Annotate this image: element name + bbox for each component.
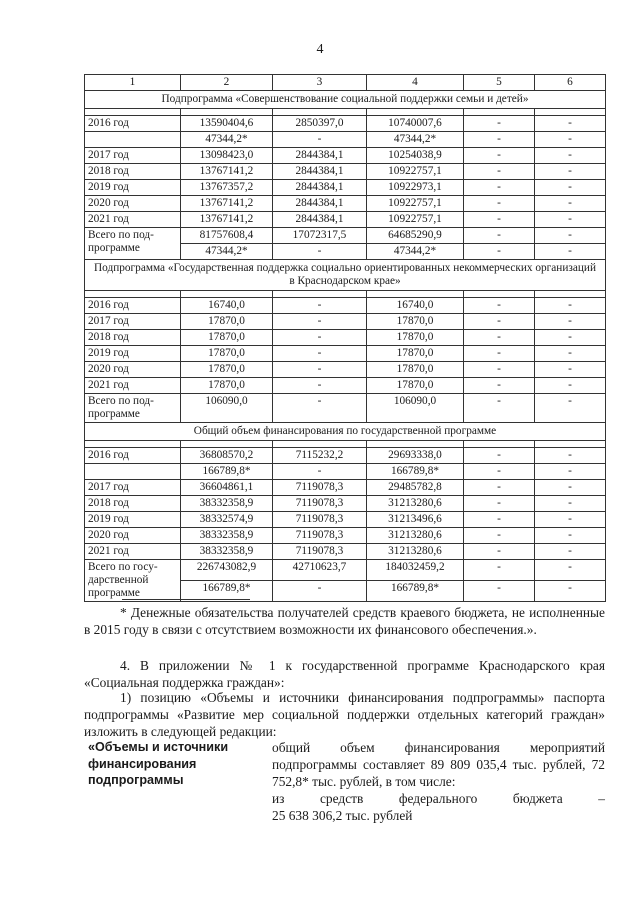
table-row xyxy=(85,116,606,132)
value-cell: 47344,2* xyxy=(181,132,273,148)
spacer-cell xyxy=(464,109,535,116)
value-cell: 7119078,3 xyxy=(273,512,367,528)
value-cell: 7119078,3 xyxy=(273,528,367,544)
column-header: 5 xyxy=(464,75,535,91)
value-cell: - xyxy=(464,298,535,314)
section-title-row xyxy=(85,260,606,291)
spacer-cell xyxy=(535,291,606,298)
total-value: 106090,0 xyxy=(181,394,273,423)
paragraph-4: 4. В приложении № 1 к государственной программе Краснодарского края «Социальная поддержка граждан»: xyxy=(84,658,605,690)
column-header: 6 xyxy=(535,75,606,91)
year-cell: 2017 год xyxy=(85,148,181,164)
passport-federal-amount: 25 638 306,2 тыс. рублей xyxy=(272,808,413,823)
table-row xyxy=(85,480,606,496)
total-label-line: Всего по под- xyxy=(88,395,154,407)
value-cell: 10922973,1 xyxy=(367,180,464,196)
spacer-row xyxy=(85,109,606,116)
value-cell: 31213280,6 xyxy=(367,528,464,544)
total-label-line: программе xyxy=(88,587,140,599)
value-cell: 17870,0 xyxy=(367,378,464,394)
passport-total-text: общий объем финансирования мероприятий подпрограммы составляет 89 809 035,4 тыс. рублей, 72 752,8* тыс. рублей, в том числе: xyxy=(272,740,605,789)
value-cell: - xyxy=(464,164,535,180)
table-header-row xyxy=(85,75,606,91)
year-cell: 2017 год xyxy=(85,480,181,496)
table-row xyxy=(85,180,606,196)
value-cell: - xyxy=(535,164,606,180)
total-row xyxy=(85,394,606,423)
spacer-cell xyxy=(464,441,535,448)
year-cell: 2019 год xyxy=(85,180,181,196)
value-cell: - xyxy=(535,196,606,212)
value-cell: - xyxy=(535,314,606,330)
value-cell: 47344,2* xyxy=(367,132,464,148)
year-cell: 2019 год xyxy=(85,346,181,362)
value-cell: 36808570,2 xyxy=(181,448,273,464)
table-row xyxy=(85,164,606,180)
value-cell: 10922757,1 xyxy=(367,212,464,228)
spacer-row xyxy=(85,441,606,448)
value-cell: 166789,8* xyxy=(367,464,464,480)
total-value: - xyxy=(535,560,606,581)
total-label xyxy=(85,394,181,423)
value-cell: - xyxy=(464,480,535,496)
value-cell: - xyxy=(464,496,535,512)
total-value: - xyxy=(464,560,535,581)
table-row xyxy=(85,148,606,164)
value-cell: - xyxy=(273,464,367,480)
total-value: - xyxy=(535,581,606,602)
footnote-rule xyxy=(122,599,250,600)
value-cell: 7115232,2 xyxy=(273,448,367,464)
value-cell: 10740007,6 xyxy=(367,116,464,132)
total-value: - xyxy=(464,244,535,260)
spacer-cell xyxy=(85,109,181,116)
value-cell: - xyxy=(464,448,535,464)
value-cell: - xyxy=(273,314,367,330)
value-cell: - xyxy=(464,346,535,362)
total-value: 17072317,5 xyxy=(273,228,367,244)
spacer-row xyxy=(85,291,606,298)
total-label-line: программе xyxy=(88,242,140,254)
value-cell: - xyxy=(273,346,367,362)
value-cell: 2850397,0 xyxy=(273,116,367,132)
year-cell: 2019 год xyxy=(85,512,181,528)
table-row xyxy=(85,212,606,228)
spacer-cell xyxy=(181,291,273,298)
spacer-cell xyxy=(464,291,535,298)
spacer-cell xyxy=(85,291,181,298)
value-cell: - xyxy=(535,464,606,480)
total-value: 184032459,2 xyxy=(367,560,464,581)
column-header: 3 xyxy=(273,75,367,91)
total-value: 42710623,7 xyxy=(273,560,367,581)
passport-word: средств xyxy=(319,791,364,806)
value-cell: 2844384,1 xyxy=(273,212,367,228)
total-row xyxy=(85,560,606,581)
value-cell: 13098423,0 xyxy=(181,148,273,164)
total-label-line: дарственной xyxy=(88,574,149,586)
value-cell: - xyxy=(273,298,367,314)
value-cell: - xyxy=(464,212,535,228)
total-value: - xyxy=(535,228,606,244)
total-value: 64685290,9 xyxy=(367,228,464,244)
value-cell: 13767141,2 xyxy=(181,212,273,228)
table-row xyxy=(85,196,606,212)
value-cell: - xyxy=(464,314,535,330)
year-cell: 2021 год xyxy=(85,544,181,560)
table-row xyxy=(85,346,606,362)
value-cell: - xyxy=(535,132,606,148)
spacer-cell xyxy=(367,109,464,116)
table-row xyxy=(85,496,606,512)
value-cell: 13590404,6 xyxy=(181,116,273,132)
spacer-cell xyxy=(535,441,606,448)
year-cell: 2018 год xyxy=(85,496,181,512)
table-row xyxy=(85,330,606,346)
spacer-cell xyxy=(367,441,464,448)
value-cell: 10254038,9 xyxy=(367,148,464,164)
value-cell: 17870,0 xyxy=(181,314,273,330)
total-value: - xyxy=(273,581,367,602)
value-cell: - xyxy=(535,148,606,164)
value-cell: 2844384,1 xyxy=(273,164,367,180)
value-cell: 17870,0 xyxy=(367,346,464,362)
section-title-row xyxy=(85,91,606,109)
table-row xyxy=(85,298,606,314)
passport-federal-line xyxy=(272,790,605,807)
value-cell: 10922757,1 xyxy=(367,196,464,212)
value-cell: - xyxy=(535,480,606,496)
total-value: 81757608,4 xyxy=(181,228,273,244)
value-cell: 7119078,3 xyxy=(273,480,367,496)
value-cell: - xyxy=(464,528,535,544)
value-cell: - xyxy=(535,362,606,378)
value-cell: 13767141,2 xyxy=(181,164,273,180)
value-cell: - xyxy=(464,330,535,346)
total-value: - xyxy=(535,394,606,423)
value-cell: 31213280,6 xyxy=(367,496,464,512)
value-cell: - xyxy=(535,512,606,528)
value-cell: 36604861,1 xyxy=(181,480,273,496)
passport-label: «Объемы и источники финансирования подпрограммы xyxy=(88,740,229,787)
spacer-cell xyxy=(273,291,367,298)
passport-text xyxy=(272,739,605,824)
total-value: - xyxy=(464,394,535,423)
spacer-cell xyxy=(535,109,606,116)
total-value: - xyxy=(464,581,535,602)
value-cell: - xyxy=(464,544,535,560)
section-title: Общий объем финансирования по государственной программе xyxy=(85,423,606,441)
value-cell: - xyxy=(464,196,535,212)
value-cell: - xyxy=(464,464,535,480)
total-value: - xyxy=(273,244,367,260)
value-cell: 2844384,1 xyxy=(273,196,367,212)
value-cell: 38332358,9 xyxy=(181,528,273,544)
value-cell: - xyxy=(535,346,606,362)
value-cell: - xyxy=(464,148,535,164)
value-cell: 17870,0 xyxy=(181,330,273,346)
value-cell: 10922757,1 xyxy=(367,164,464,180)
value-cell: 7119078,3 xyxy=(273,496,367,512)
section-title: Подпрограмма «Совершенствование социальной поддержки семьи и детей» xyxy=(85,91,606,109)
value-cell: 166789,8* xyxy=(181,464,273,480)
year-cell: 2016 год xyxy=(85,298,181,314)
financing-table xyxy=(84,74,606,602)
value-cell: - xyxy=(535,116,606,132)
year-cell: 2016 год xyxy=(85,116,181,132)
value-cell: 38332358,9 xyxy=(181,496,273,512)
year-cell xyxy=(85,464,181,480)
table-row xyxy=(85,464,606,480)
value-cell: - xyxy=(535,528,606,544)
value-cell: - xyxy=(273,378,367,394)
total-label-line: Всего по госу- xyxy=(88,561,158,573)
value-cell: - xyxy=(464,116,535,132)
value-cell: - xyxy=(535,180,606,196)
column-header: 1 xyxy=(85,75,181,91)
value-cell: - xyxy=(535,212,606,228)
value-cell: 17870,0 xyxy=(181,378,273,394)
value-cell: 17870,0 xyxy=(367,362,464,378)
value-cell: 31213496,6 xyxy=(367,512,464,528)
value-cell: - xyxy=(535,544,606,560)
spacer-cell xyxy=(181,109,273,116)
value-cell: 17870,0 xyxy=(181,362,273,378)
table-row xyxy=(85,448,606,464)
value-cell: - xyxy=(464,180,535,196)
passport-word: из xyxy=(272,791,285,806)
total-value: 47344,2* xyxy=(181,244,273,260)
total-value: 106090,0 xyxy=(367,394,464,423)
table-row xyxy=(85,544,606,560)
total-label-line: Всего по под- xyxy=(88,229,154,241)
spacer-cell xyxy=(273,441,367,448)
total-value: - xyxy=(464,228,535,244)
value-cell: 2844384,1 xyxy=(273,148,367,164)
value-cell: 17870,0 xyxy=(367,330,464,346)
spacer-cell xyxy=(367,291,464,298)
value-cell: 2844384,1 xyxy=(273,180,367,196)
year-cell: 2016 год xyxy=(85,448,181,464)
total-label xyxy=(85,560,181,602)
spacer-cell xyxy=(181,441,273,448)
value-cell: 29693338,0 xyxy=(367,448,464,464)
passport-word: федерального xyxy=(398,791,478,806)
spacer-cell xyxy=(85,441,181,448)
value-cell: - xyxy=(273,132,367,148)
year-cell xyxy=(85,132,181,148)
year-cell: 2021 год xyxy=(85,212,181,228)
value-cell: - xyxy=(535,496,606,512)
total-value: - xyxy=(535,244,606,260)
total-row xyxy=(85,228,606,244)
passport-word: – xyxy=(598,791,605,806)
total-value: 166789,8* xyxy=(181,581,273,602)
year-cell: 2021 год xyxy=(85,378,181,394)
table-row xyxy=(85,362,606,378)
table-row xyxy=(85,512,606,528)
value-cell: - xyxy=(535,298,606,314)
section-title: Подпрограмма «Государственная поддержка социально ориентированных некоммерческих организаций в Краснодарском крае» xyxy=(85,260,606,291)
value-cell: 31213280,6 xyxy=(367,544,464,560)
paragraph-1: 1) позицию «Объемы и источники финансирования подпрограммы» паспорта подпрограммы «Развитие мер социальной поддержки отдельных категорий граждан» изложить в следующей редакции: xyxy=(84,690,605,739)
value-cell: - xyxy=(464,132,535,148)
value-cell: 16740,0 xyxy=(181,298,273,314)
year-cell: 2020 год xyxy=(85,528,181,544)
table-row xyxy=(85,528,606,544)
value-cell: 7119078,3 xyxy=(273,544,367,560)
value-cell: - xyxy=(464,378,535,394)
value-cell: - xyxy=(535,378,606,394)
spacer-cell xyxy=(273,109,367,116)
total-value: 47344,2* xyxy=(367,244,464,260)
value-cell: - xyxy=(273,330,367,346)
year-cell: 2020 год xyxy=(85,196,181,212)
total-value: - xyxy=(273,394,367,423)
total-label-line: программе xyxy=(88,408,140,420)
footnote-text: * Денежные обязательства получателей средств краевого бюджета, не исполненные в 2015 году в связи с отсутствием возможности их финансового обеспечения.». xyxy=(84,605,605,637)
passport-word: бюджета xyxy=(512,791,563,806)
value-cell: 17870,0 xyxy=(181,346,273,362)
value-cell: 38332574,9 xyxy=(181,512,273,528)
value-cell: 16740,0 xyxy=(367,298,464,314)
table-row xyxy=(85,132,606,148)
total-value: 166789,8* xyxy=(367,581,464,602)
page-number: 4 xyxy=(316,42,324,57)
section-title-row xyxy=(85,423,606,441)
column-header: 4 xyxy=(367,75,464,91)
year-cell: 2017 год xyxy=(85,314,181,330)
value-cell: 13767141,2 xyxy=(181,196,273,212)
column-header: 2 xyxy=(181,75,273,91)
value-cell: 38332358,9 xyxy=(181,544,273,560)
value-cell: - xyxy=(535,448,606,464)
year-cell: 2020 год xyxy=(85,362,181,378)
total-label xyxy=(85,228,181,260)
value-cell: - xyxy=(464,362,535,378)
value-cell: - xyxy=(273,362,367,378)
table-row xyxy=(85,314,606,330)
value-cell: 13767357,2 xyxy=(181,180,273,196)
value-cell: 17870,0 xyxy=(367,314,464,330)
value-cell: - xyxy=(464,512,535,528)
year-cell: 2018 год xyxy=(85,330,181,346)
total-value: 226743082,9 xyxy=(181,560,273,581)
value-cell: - xyxy=(535,330,606,346)
year-cell: 2018 год xyxy=(85,164,181,180)
table-row xyxy=(85,378,606,394)
value-cell: 29485782,8 xyxy=(367,480,464,496)
